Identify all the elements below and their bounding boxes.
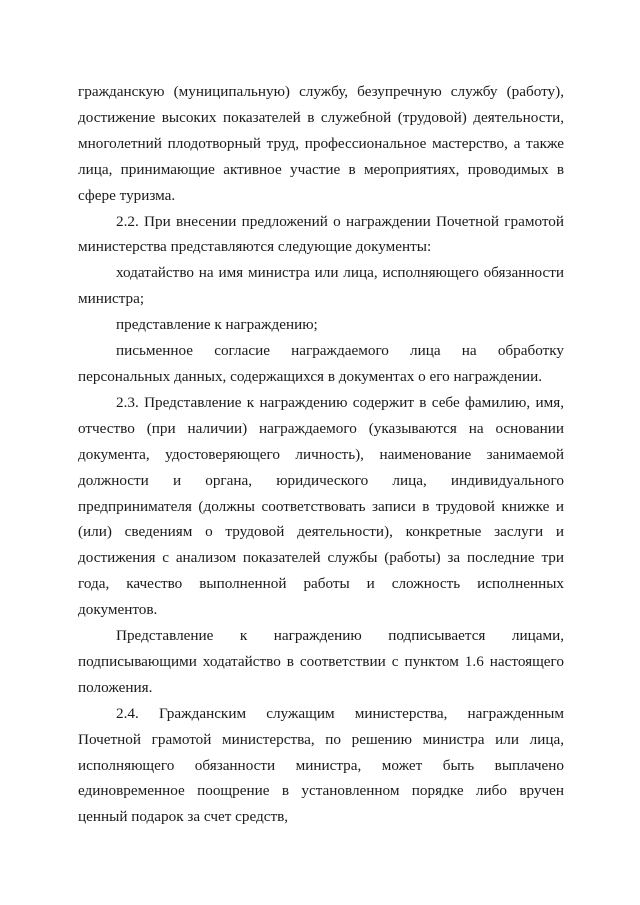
paragraph-petition: ходатайство на имя министра или лица, исполняющего обязанности министра; (78, 264, 564, 308)
paragraph-submission: представление к награждению; (116, 316, 318, 334)
document-page (78, 79, 564, 830)
paragraph-2-3: 2.3. Представление к награждению содержит в себе фамилию, имя, отчество (при наличии) награждаемого (указываются на основании документа, удостоверяющего личность), наименование занимаемой должности и органа, юридического лица, индивидуального предпринимателя (должны соответствовать записи в трудовой книжке и (или) сведениям о трудовой деятельности), конкретные заслуги и достижения с анализом показателей службы (работы) за последние три года, качество выполненной работы и сложность исполненных документов. (78, 393, 564, 619)
paragraph-consent: письменное согласие награждаемого лица на обработку персональных данных, содержащихся в документах о его награждении. (78, 342, 564, 385)
paragraph-signing: Представление к награждению подписывается лицами, подписывающими ходатайство в соответствии с пунктом 1.6 настоящего положения. (78, 627, 564, 696)
paragraph-2-4: 2.4. Гражданским служащим министерства, награжденным Почетной грамотой министерства, по решению министра или лица, исполняющего обязанности министра, может быть выплачено единовременное поощрение в установленном порядке либо вручен ценный подарок за счет средств, (78, 704, 564, 826)
paragraph-2-2: 2.2. При внесении предложений о награждении Почетной грамотой министерства представляются следующие документы: (78, 212, 564, 256)
paragraph-continuation: гражданскую (муниципальную) службу, безупречную службу (работу), достижение высоких показателей в служебной (трудовой) деятельности, многолетний плодотворный труд, профессиональное мастерство, а также лица, принимающие активное участие в мероприятиях, проводимых в сфере туризма. (78, 83, 564, 204)
